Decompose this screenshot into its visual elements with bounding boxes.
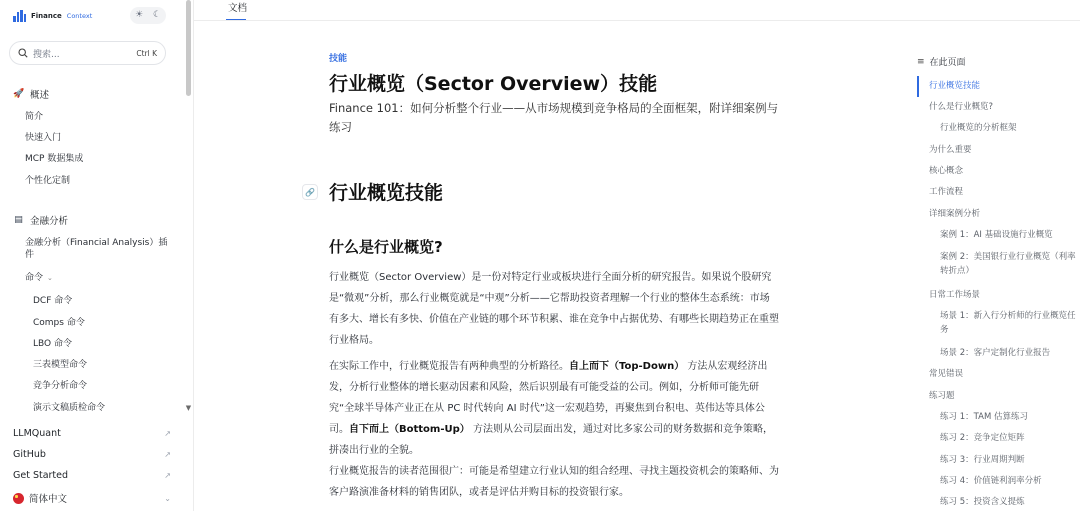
tab-docs[interactable]: 文档 (228, 3, 248, 14)
nav-group-finance[interactable] (13, 213, 68, 227)
china-flag-icon (13, 493, 24, 504)
sidebar-item-competitive[interactable]: 竞争分析命令 (33, 381, 88, 391)
toc-heading (917, 55, 966, 68)
toc-item[interactable]: 为什么重要 (929, 145, 972, 155)
sidebar-item-deck-qc[interactable]: 演示文稿质检命令 (33, 403, 106, 412)
moon-icon[interactable]: ☾ (152, 10, 162, 20)
language-selector[interactable] (0, 488, 184, 508)
sidebar (0, 0, 194, 511)
sidebar-item-finance-plugin[interactable]: 金融分析（Financial Analysis）插件 (25, 238, 168, 260)
page-subtitle: Finance 101：如何分析整个行业——从市场规模到竞争格局的全面框架，附详细案例与练习 (329, 101, 779, 134)
link-llmquant[interactable] (0, 423, 184, 443)
external-link-icon: ↗ (164, 470, 171, 480)
subsection-heading: 什么是行业概览? (329, 238, 443, 256)
list-icon: ≡ (917, 56, 925, 67)
page-title: 行业概览（Sector Overview）技能 (329, 73, 658, 95)
toc-item[interactable]: 案例 2：美国银行业行业概览（利率转折点） (940, 252, 1076, 276)
section-heading: 行业概览技能 (329, 182, 444, 204)
page-category: 技能 (329, 54, 348, 64)
toc-item[interactable]: 练习 1：TAM 估算练习 (940, 412, 1028, 422)
theme-toggle[interactable] (130, 7, 166, 24)
nav-group-label: 概述 (30, 90, 50, 101)
sidebar-item-commands[interactable] (25, 272, 175, 284)
link-label: LLMQuant (13, 427, 61, 439)
toc-item[interactable]: 场景 2：客户定制化行业报告 (940, 348, 1051, 358)
commands-label: 命令 (25, 273, 44, 283)
main-content (329, 0, 779, 511)
external-link-icon: ↗ (164, 449, 171, 459)
toc-item[interactable]: 日常工作场景 (929, 290, 981, 300)
toc-item[interactable]: 案例 1：AI 基础设施行业概览 (940, 230, 1053, 240)
scroll-down-arrow-icon[interactable]: ▼ (185, 404, 192, 412)
toc-item[interactable]: 练习题 (929, 391, 955, 401)
external-link-icon: ↗ (164, 428, 171, 438)
search-input[interactable] (9, 41, 166, 65)
search-shortcut: Ctrl K (136, 48, 157, 58)
toc-item[interactable]: 练习 3：行业周期判断 (940, 455, 1025, 465)
link-anchor-icon[interactable]: 🔗 (302, 184, 318, 200)
nav-group-label: 金融分析 (30, 216, 69, 227)
search-placeholder: 搜索... (33, 49, 60, 60)
document-icon: ▤ (14, 215, 23, 225)
sidebar-nav (0, 78, 184, 412)
sidebar-item-dcf[interactable]: DCF 命令 (33, 296, 73, 306)
search-icon (18, 48, 28, 58)
sidebar-item-mcp[interactable]: MCP 数据集成 (25, 154, 84, 164)
toc-item[interactable]: 什么是行业概览? (929, 102, 994, 112)
link-label: Get Started (13, 469, 69, 481)
toc-item[interactable]: 详细案例分析 (929, 209, 981, 219)
paragraph: 在实际工作中，行业概览报告有两种典型的分析路径。自上而下（Top-Down） 方法从宏观经济出发，分析行业整体的增长驱动因素和风险，然后识别最有可能受益的公司。例如，分析师可能先研究“全球半导体产业正在从 PC 时代转向 AI 时代”这一宏观趋势，再聚焦到台积电、英伟达等具体公司。自下而上（Bottom-Up） 方法则从公司层面出发，通过对比多家公司的财务数据和竞争策略，拼凑出行业的全貌。 (329, 361, 773, 456)
language-label: 简体中文 (29, 494, 68, 505)
sidebar-item-intro[interactable]: 简介 (25, 112, 44, 122)
link-get-started[interactable] (0, 465, 184, 485)
brand-logo-link[interactable] (13, 8, 92, 24)
toc-item[interactable]: 工作流程 (929, 187, 964, 197)
brand-context: Context (66, 12, 93, 20)
paragraph: 行业概览报告的读者范围很广：可能是希望建立行业认知的组合经理、寻找主题投资机会的策略师、为客户路演准备材料的销售团队，或者是评估并购目标的投资银行家。 (329, 466, 779, 498)
sidebar-scrollbar-thumb[interactable] (186, 0, 191, 96)
toc-heading-label: 在此页面 (929, 58, 966, 68)
bar-chart-logo-icon (13, 10, 27, 22)
sidebar-item-comps[interactable]: Comps 命令 (33, 318, 85, 328)
rocket-icon: 🚀 (13, 89, 25, 99)
toc-item[interactable]: 行业概览技能 (929, 81, 981, 91)
chevron-down-icon: ⌄ (164, 493, 171, 503)
link-github[interactable] (0, 444, 184, 464)
sidebar-item-quickstart[interactable]: 快速入门 (25, 133, 62, 143)
sun-icon[interactable]: ☀ (134, 10, 144, 20)
toc-item[interactable]: 行业概览的分析框架 (940, 123, 1017, 133)
toc-item[interactable]: 核心概念 (929, 166, 964, 176)
sidebar-item-lbo[interactable]: LBO 命令 (33, 339, 72, 349)
chevron-down-icon: ⌄ (47, 274, 53, 282)
sidebar-item-customize[interactable]: 个性化定制 (25, 176, 71, 186)
toc-item[interactable]: 练习 5：投资含义提炼 (940, 497, 1025, 507)
brand-name: Finance (31, 12, 62, 20)
sidebar-item-three-statement[interactable]: 三表模型命令 (33, 360, 88, 370)
toc-item[interactable]: 练习 2：竞争定位矩阵 (940, 433, 1025, 443)
link-label: GitHub (13, 448, 46, 460)
nav-group-overview[interactable] (13, 87, 49, 101)
toc-item[interactable]: 常见错误 (929, 369, 964, 379)
toc-item[interactable]: 场景 1：新入行分析师的行业概览任务 (940, 311, 1076, 335)
toc-item[interactable]: 练习 4：价值链利润率分析 (940, 476, 1042, 486)
toc-active-indicator (917, 76, 919, 97)
paragraph: 行业概览（Sector Overview）是一份对特定行业或板块进行全面分析的研究报告。如果说个股研究是“微观”分析，那么行业概览就是“中观”分析——它帮助投资者理解一个行业的整体生态系统：市场有多大、增长有多快、价值在产业链的哪个环节积累、谁在竞争中占据优势、有哪些长期趋势正在重塑行业格局。 (329, 272, 779, 346)
